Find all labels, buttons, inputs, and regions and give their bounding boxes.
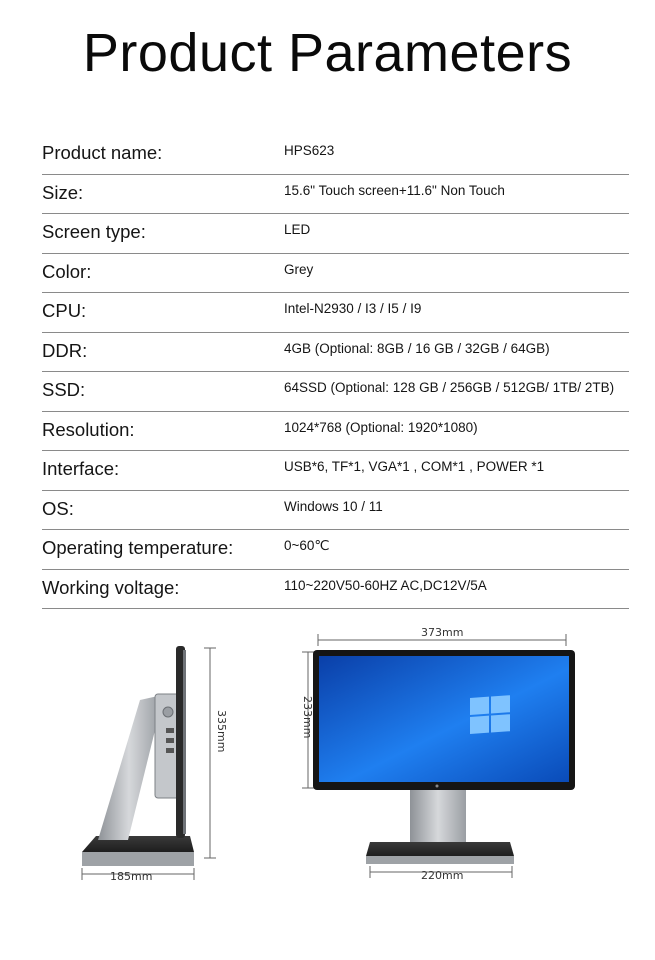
spec-label: Operating temperature: [42,537,234,558]
spec-label: SSD: [42,379,86,400]
port-icon [166,728,174,733]
front-base [366,842,514,856]
spec-label: Interface: [42,458,120,479]
port-icon [166,738,174,743]
spec-label: Color: [42,260,92,282]
port-icon [166,748,174,753]
side-height-label: 335mm [215,710,228,753]
spec-table [42,135,629,609]
spec-label: Working voltage: [42,576,180,598]
spec-label: Resolution: [42,418,135,440]
side-depth-label: 185mm [110,870,153,883]
spec-value: USB*6, TF*1, VGA*1 , COM*1 , POWER *1 [284,459,545,474]
monitor-screen [319,656,569,782]
spec-value: 15.6" Touch screen+11.6" Non Touch [284,182,505,198]
spec-label: OS: [42,497,74,519]
spec-value: 110~220V50-60HZ AC,DC12V/5A [284,577,487,593]
side-view [82,646,216,880]
spec-label: Size: [42,181,84,203]
side-arm [98,696,160,840]
front-base-width-label: 220mm [421,869,464,882]
spec-value: 1024*768 (Optional: 1920*1080) [284,419,478,435]
spec-label: Screen type: [42,221,146,242]
knob-icon [163,707,173,717]
front-height-label: 233mm [301,696,314,739]
spec-row [42,451,629,491]
spec-row [42,135,629,175]
spec-value: Grey [284,261,314,277]
spec-value: 0~60℃ [284,538,330,553]
spec-row [42,293,629,333]
spec-row [42,530,629,570]
spec-row [42,254,629,294]
spec-label: CPU: [42,300,87,321]
spec-row [42,333,629,373]
page-title: Product Parameters [82,23,573,83]
product-drawing [0,620,655,900]
spec-value: HPS623 [284,143,335,158]
spec-row [42,175,629,215]
spec-value: 4GB (Optional: 8GB / 16 GB / 32GB / 64GB) [284,340,550,356]
spec-value: 64SSD (Optional: 128 GB / 256GB / 512GB/ 1TB/ 2TB) [284,380,615,395]
product-figures [0,620,655,900]
spec-row [42,570,629,610]
spec-row [42,412,629,452]
spec-label: Product name: [42,142,163,163]
spec-value: LED [284,222,311,237]
spec-value: Windows 10 / 11 [284,498,383,514]
front-view [302,634,575,878]
spec-value: Intel-N2930 / I3 / I5 / I9 [284,301,422,316]
spec-row [42,491,629,531]
front-stand [410,786,466,846]
spec-label: DDR: [42,339,88,361]
spec-row [42,372,629,412]
spec-row [42,214,629,254]
front-width-label: 373mm [421,626,464,639]
side-base-edge [82,852,194,866]
